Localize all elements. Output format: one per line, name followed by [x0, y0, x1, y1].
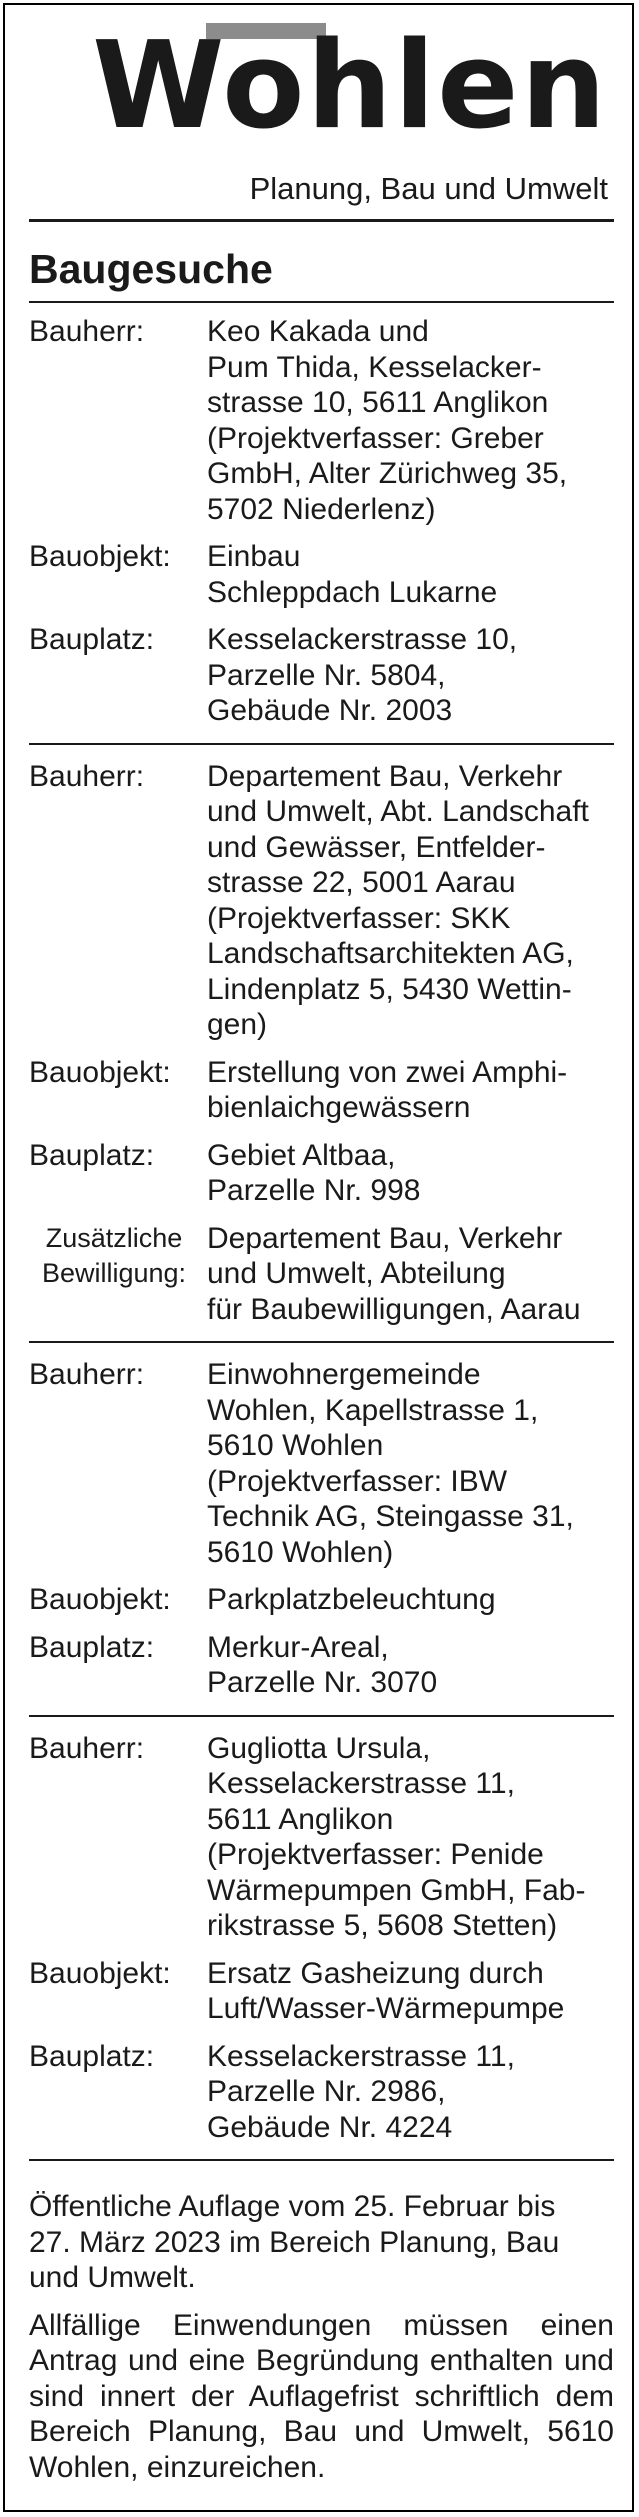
entry-row-site [29, 1630, 614, 1701]
logo-wordmark: Wohlen [92, 17, 608, 156]
display-period-text: Öffentliche Auflage vom 25. Februar bis 27. März 2023 im Bereich Planung, Bau und Umwelt. [29, 2190, 560, 2294]
row-label: Bauobjekt: [29, 1583, 171, 1616]
row-label: Bauplatz: [29, 623, 155, 656]
row-label: Bauplatz: [29, 1138, 155, 1172]
logo [5, 5, 632, 165]
publication-notice [29, 2189, 614, 2497]
application-list [29, 314, 614, 2161]
application-entry [29, 759, 614, 1344]
application-entry [29, 1357, 614, 1717]
row-label: Bauobjekt: [29, 540, 171, 573]
row-value: Merkur-Areal, Parzelle Nr. 3070 [207, 1630, 438, 1699]
row-value: Erstellung von zwei Amphi- bienlaichgewässern [207, 1055, 568, 1124]
entry-row-object [29, 539, 614, 610]
entry-row-object [29, 1055, 614, 1126]
entry-row-site [29, 1138, 614, 1209]
row-value: Departement Bau, Verkehr und Umwelt, Abteilung für Baubewilligungen, Aarau [207, 1221, 581, 1326]
entry-row-object [29, 1956, 614, 2027]
application-entry [29, 314, 614, 745]
entry-row-additional-permit [29, 1221, 614, 1328]
row-value: Kesselackerstrasse 10, Parzelle Nr. 5804, Gebäude Nr. 2003 [207, 623, 518, 727]
row-label: Zusätzliche Bewilligung: [41, 1222, 187, 1288]
title-rule [29, 301, 614, 303]
row-value: Keo Kakada und Pum Thida, Kesselacker- strasse 10, 5611 Anglikon (Projektverfasser: Greber GmbH, Alter Zürichweg 35, 5702 Niederlenz) [207, 315, 568, 526]
department-name: Planung, Bau und Umwelt [249, 171, 608, 206]
row-value: Gebiet Altbaa, Parzelle Nr. 998 [207, 1138, 421, 1207]
entry-row-site [29, 622, 614, 729]
row-label: Bauherr: [29, 1358, 145, 1391]
header-rule [29, 219, 614, 222]
page-title: Baugesuche [29, 246, 273, 292]
row-label: Bauherr: [29, 315, 145, 348]
entry-row-applicant [29, 314, 614, 527]
row-value: Einwohnergemeinde Wohlen, Kapellstrasse 1, 5610 Wohlen (Projektverfasser: IBW Technik AG, Steingasse 31, 5610 Wohlen) [207, 1358, 574, 1569]
row-label: Bauherr: [29, 759, 145, 793]
row-value: Kesselackerstrasse 11, Parzelle Nr. 2986, Gebäude Nr. 4224 [207, 2039, 515, 2144]
entry-row-applicant [29, 1731, 614, 1944]
row-label: Bauplatz: [29, 1630, 155, 1664]
row-label: Bauobjekt: [29, 1055, 171, 1089]
row-value: Ersatz Gasheizung durch Luft/Wasser-Wärmepumpe [207, 1956, 565, 2025]
row-label: Bauherr: [29, 1731, 145, 1765]
entry-row-applicant [29, 759, 614, 1043]
entry-row-object [29, 1582, 614, 1618]
row-value: Departement Bau, Verkehr und Umwelt, Abt. Landschaft und Gewässer, Entfelder- strasse 22, 5001 Aarau (Projektverfasser: SKK Landschaftsarchitekten AG, Lindenplatz 5, 5430 Wettin- gen) [207, 759, 589, 1041]
entry-row-applicant [29, 1357, 614, 1570]
row-label: Bauobjekt: [29, 1956, 171, 1990]
row-value: Parkplatzbeleuchtung [207, 1583, 496, 1616]
row-value: Gugliotta Ursula, Kesselackerstrasse 11, 5611 Anglikon (Projektverfasser: Penide Wärmepumpen GmbH, Fab- rikstrasse 5, 5608 Stetten) [207, 1731, 586, 1942]
application-entry [29, 1731, 614, 2162]
row-label: Bauplatz: [29, 2039, 155, 2073]
row-value: Einbau Schleppdach Lukarne [207, 540, 498, 609]
entry-row-site [29, 2039, 614, 2146]
notice-frame [3, 3, 634, 2512]
objection-instructions-text: Allfällige Einwendungen müssen einen Antrag und eine Begründung enthalten und sind innert der Auflagefrist schriftlich dem Bereich Planung, Bau und Umwelt, 5610 Wohlen, einzureichen. [29, 2308, 614, 2484]
